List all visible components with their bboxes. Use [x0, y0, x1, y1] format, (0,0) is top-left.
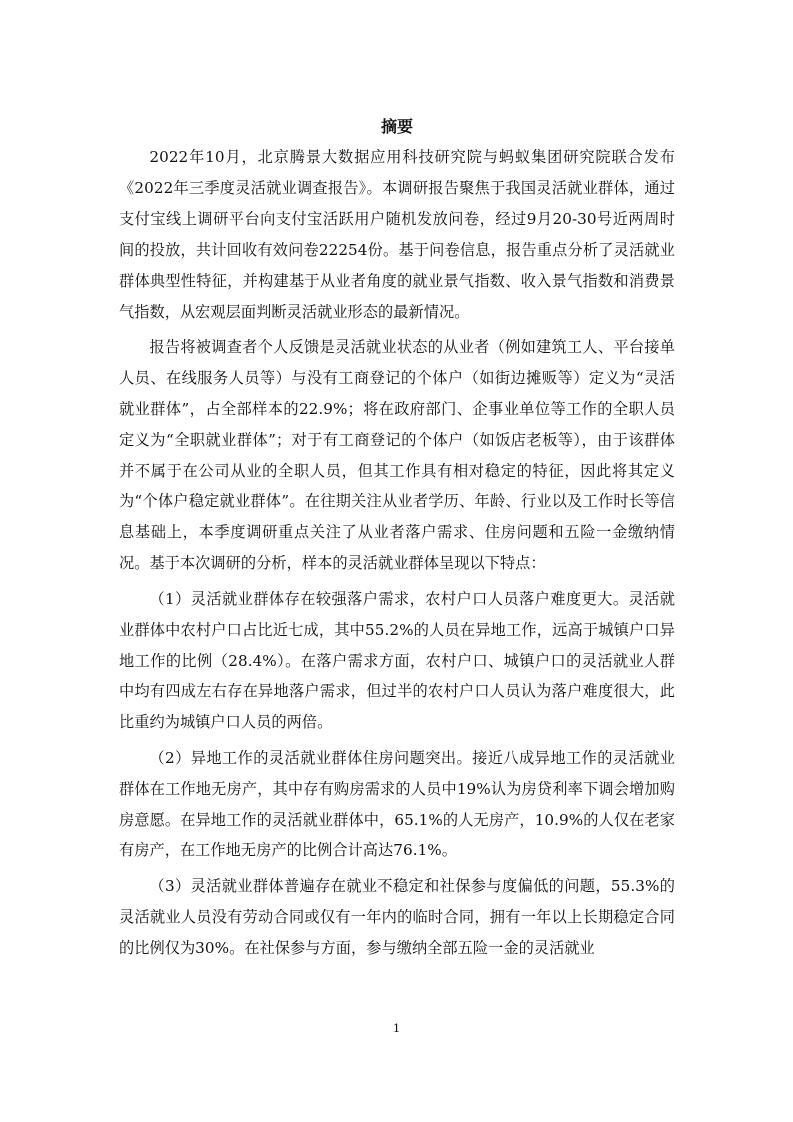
paragraph-finding-2: （2）异地工作的灵活就业群体住房问题突出。接近八成异地工作的灵活就业群体在工作地无房产，其中存有购房需求的人员中19%认为房贷利率下调会增加购房意愿。在异地工作的灵活就业群体中，65.1%的人无房产，10.9%的人仅在老家有房产，在工作地无房产的比例合计高达76.1%。: [119, 748, 675, 860]
document-body: [119, 112, 675, 968]
paragraph-intro: 2022年10月，北京腾景大数据应用科技研究院与蚂蚁集团研究院联合发布《2022年三季度灵活就业调查报告》。本调研报告聚焦于我国灵活就业群体，通过支付宝线上调研平台向支付宝活跃用户随机发放问卷，经过9月20-30号近两周时间的投放，共计回收有效问卷22254份。基于问卷信息，报告重点分析了灵活就业群体典型性特征，并构建基于从业者角度的就业景气指数、收入景气指数和消费景气指数，从宏观层面判断灵活就业形态的最新情况。: [119, 148, 675, 321]
paragraph-finding-1: （1）灵活就业群体存在较强落户需求，农村户口人员落户难度更大。灵活就业群体中农村户口占比近七成，其中55.2%的人员在异地工作，远高于城镇户口异地工作的比例（28.4%）。在落户需求方面，农村户口、城镇户口的灵活就业人群中均有四成左右存在异地落户需求，但过半的农村户口人员认为落户难度很大，此比重约为城镇户口人员的两倍。: [119, 589, 675, 732]
paragraph-finding-3: （3）灵活就业群体普遍存在就业不稳定和社保参与度偏低的问题，55.3%的灵活就业人员没有劳动合同或仅有一年内的临时合同，拥有一年以上长期稳定合同的比例仅为30%。在社保参与方面，参与缴纳全部五险一金的灵活就业: [119, 876, 675, 957]
paragraph-definitions: 报告将被调查者个人反馈是灵活就业状态的从业者（例如建筑工人、平台接单人员、在线服务人员等）与没有工商登记的个体户（如街边摊贩等）定义为“灵活就业群体”，占全部样本的22.9%；将在政府部门、企事业单位等工作的全职人员定义为“全职就业群体”；对于有工商登记的个体户（如饭店老板等），由于该群体并不属于在公司从业的全职人员，但其工作具有相对稳定的特征，因此将其定义为“个体户稳定就业群体”。在往期关注从业者学历、年龄、行业以及工作时长等信息基础上，本季度调研重点关注了从业者落户需求、住房问题和五险一金缴纳情况。基于本次调研的分析，样本的灵活就业群体呈现以下特点：: [119, 337, 675, 573]
abstract-title: 摘要: [380, 117, 413, 136]
page-number: 1: [392, 1021, 401, 1035]
